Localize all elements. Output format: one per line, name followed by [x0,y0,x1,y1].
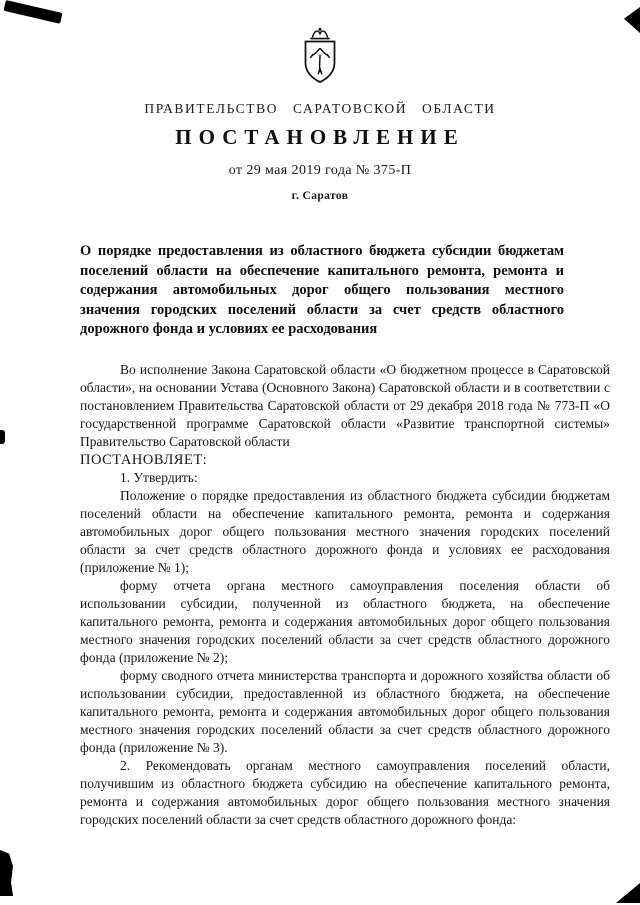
document-type-title: ПОСТАНОВЛЕНИЕ [175,125,465,149]
coat-of-arms-icon [295,26,345,84]
paragraph: форму сводного отчета министерства транспорта и дорожного хозяйства области об использовании субсидии, предоставленной из областного бюджета, на обеспечение капитального ремонта, ремонта и содержания автомобильных дорог общего пользования местного значения городских поселений области за счет средств областного дорожного фонда (приложение № 3). [80,667,610,755]
paragraph: Во исполнение Закона Саратовской области «О бюджетном процессе в Саратовской области», на основании Устава (Основного Закона) Саратовской области и в соответствии с постановлением Правительства Саратовской области от 29 декабря 2018 года № 773-П «О государственной программе Саратовской области «Развитие транспортной системы» Правительство Саратовской области [80,361,610,449]
document-date-number: от 29 мая 2019 года № 375-П [228,163,412,178]
paragraph: Положение о порядке предоставления из областного бюджета субсидии бюджетам поселений области на обеспечение капитального ремонта, ремонта и содержания автомобильных дорог общего пользования местного значения городских поселений области за счет средств областного дорожного фонда и условиях ее расходования (приложение № 1); [80,487,610,575]
paragraph-resolves: ПОСТАНОВЛЯЕТ: [80,451,208,468]
document-body [80,361,610,829]
scan-artifact-left-middle [0,430,5,444]
paragraph: форму отчета органа местного самоуправления поселения области об использовании субсидии, полученной из областного бюджета, на обеспечение капитального ремонта, ремонта и содержания автомобильных дорог общего пользования местного значения городских поселений области за счет средств областного дорожного фонда (приложение № 2); [80,577,610,665]
document-content [80,242,610,829]
document-city: г. Саратов [291,190,349,202]
document-header [0,0,640,202]
scan-artifact-bottom-left [0,850,13,896]
organization-name: ПРАВИТЕЛЬСТВО САРАТОВСКОЙ ОБЛАСТИ [144,101,496,116]
paragraph-item-1: 1. Утвердить: [120,469,198,485]
scan-artifact-bottom-right [616,883,640,903]
paragraph-item-2: 2. Рекомендовать органам местного самоуправления поселений области, получившим из областного бюджета субсидию на обеспечение капитального ремонта, ремонта и содержания автомобильных дорог общего пользования местного значения городских поселений области за счет средств областного дорожного фонда: [80,757,610,827]
document-subject-title: О порядке предоставления из областного бюджета субсидии бюджетам поселений области на обеспечение капитального ремонта, ремонта и содержания автомобильных дорог общего пользования местного значения городских поселений области за счет средств областного дорожного фонда и условиях ее расходования [80,243,564,337]
